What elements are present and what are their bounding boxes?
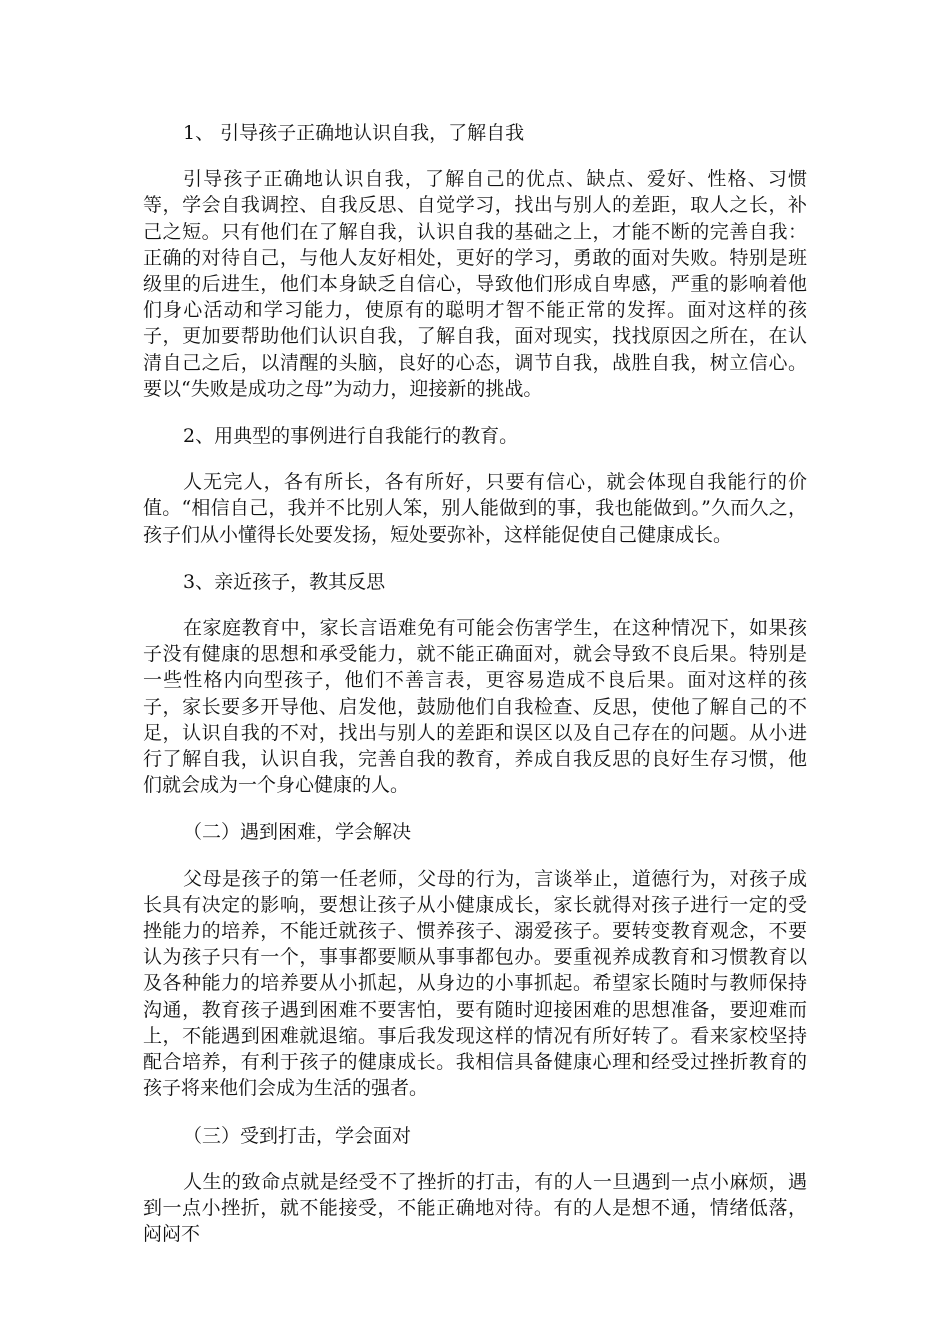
section-heading-2: 2、用典型的事例进行自我能行的教育。 — [183, 425, 519, 448]
paragraph-reflection: 在家庭教育中，家长言语难免有可能会伤害学生，在这种情况下，如果孩子没有健康的思想和承受能力，就不能正确面对，就会导致不良后果。特别是一些性格内向型孩子，他们不善言表，更容易造成不良后果。面对这样的孩子，家长要多开导他、启发他，鼓励他们自我检查、反思，使他了解自己的不足，认识自我的不对，找出与别人的差距和误区以及自己存在的问题。从小进行了解自我，认识自我，完善自我的教育，养成自我反思的良好生存习惯，他们就会成为一个身心健康的人。 — [143, 617, 807, 797]
section-heading-3: 3、亲近孩子，教其反思 — [183, 570, 386, 593]
paragraph-setbacks: 人生的致命点就是经受不了挫折的打击，有的人一旦遇到一点小麻烦，遇到一点小挫折，就不能接受，不能正确地对待。有的人是想不通，情绪低落，闷闷不 — [143, 1170, 807, 1246]
document-body — [143, 120, 807, 1268]
paragraph-confidence: 人无完人，各有所长，各有所好，只要有信心，就会体现自我能行的价值。“相信自己，我并不比别人笨，别人能做到的事，我也能做到。”久而久之，孩子们从小懂得长处要发扬，短处要弥补，这样能促使自己健康成长。 — [143, 471, 807, 546]
section-heading-difficulties: （二）遇到困难，学会解决 — [183, 821, 412, 844]
section-heading-1: 1、 引导孩子正确地认识自我，了解自我 — [183, 122, 525, 144]
paragraph-self-awareness: 引导孩子正确地认识自我，了解自己的优点、缺点、爱好、性格、习惯等，学会自我调控、自我反思、自觉学习，找出与别人的差距，取人之长，补己之短。只有他们在了解自我，认识自我的基础之上，才能不断的完善自我：正确的对待自己，与他人友好相处，更好的学习，勇敢的面对失败。特别是班级里的后进生，他们本身缺乏自信心，导致他们形成自卑感，严重的影响着他们身心活动和学习能力，使原有的聪明才智不能正常的发挥。面对这样的孩子，更加要帮助他们认识自我，了解自我，面对现实，找找原因之所在，在认清自己之后，以清醒的头脑，良好的心态，调节自我，战胜自我，树立信心。要以“失败是成功之母”为动力，迎接新的挑战。 — [143, 168, 807, 400]
section-heading-setbacks: （三）受到打击，学会面对 — [183, 1124, 412, 1147]
paragraph-difficulties: 父母是孩子的第一任老师，父母的行为，言谈举止，道德行为，对孩子成长具有决定的影响，要想让孩子从小健康成长，家长就得对孩子进行一定的受挫能力的培养，不能迁就孩子、惯养孩子、溺爱孩子。要转变教育观念，不要认为孩子只有一个，事事都要顺从事事都包办。要重视养成教育和习惯教育以及各种能力的培养要从小抓起，从身边的小事抓起。希望家长随时与教师保持沟通，教育孩子遇到困难不要害怕，要有随时迎接困难的思想准备，要迎难而上，不能遇到困难就退缩。事后我发现这样的情况有所好转了。看来家校坚持配合培养，有利于孩子的健康成长。我相信具备健康心理和经受过挫折教育的孩子将来他们会成为生活的强者。 — [143, 867, 807, 1100]
